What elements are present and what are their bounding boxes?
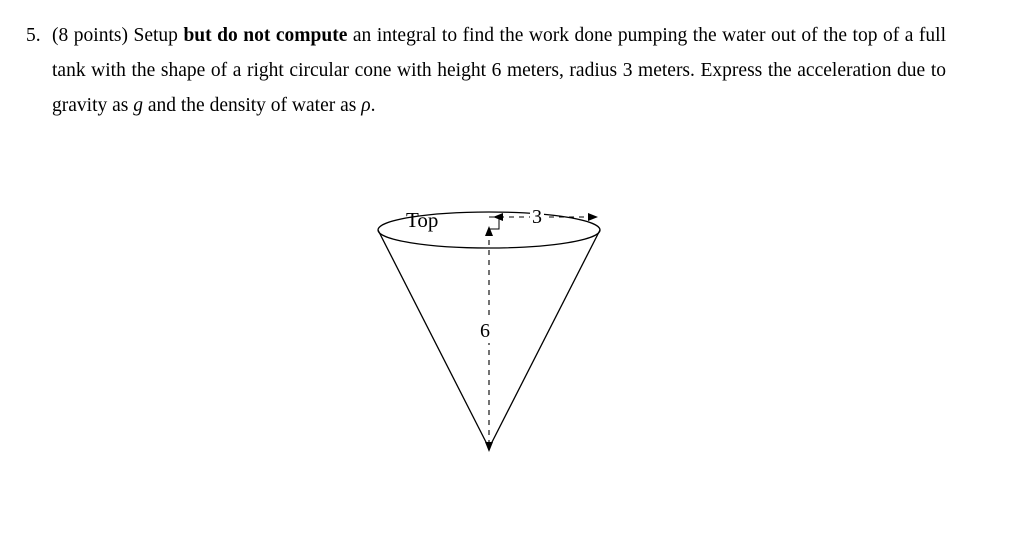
problem-text-part3: and the density of water as (142, 95, 362, 116)
problem-text-part4: . (370, 95, 376, 116)
height-arrow-head (485, 442, 493, 452)
problem-block (26, 18, 946, 123)
problem-row (26, 18, 946, 123)
problem-points: (8 points) (52, 25, 128, 46)
radius-arrow-left (493, 213, 503, 221)
problem-emphasis: but do not compute (183, 25, 348, 46)
cone-figure (330, 190, 670, 480)
label-top: Top (406, 208, 439, 232)
cone-svg (330, 190, 670, 480)
label-radius: 3 (532, 206, 542, 228)
label-height: 6 (480, 320, 490, 342)
problem-text-part2: an integral to find the work done pumping the water out of the top of a full tank with the shape of a right circular cone with height 6 meters, radius 3 meters. Express the acceleration due to gravity as (52, 25, 947, 116)
cone-right-side (489, 230, 600, 448)
right-angle-marker (489, 219, 499, 229)
problem-statement (52, 18, 946, 123)
height-arrow-head-top (485, 226, 493, 236)
radius-arrow-right (588, 213, 598, 221)
problem-number: 5. (26, 25, 41, 46)
problem-text-part1: Setup (133, 25, 184, 46)
cone-left-side (378, 230, 489, 448)
symbol-rho: ρ (361, 95, 371, 116)
symbol-g: g (133, 95, 143, 116)
